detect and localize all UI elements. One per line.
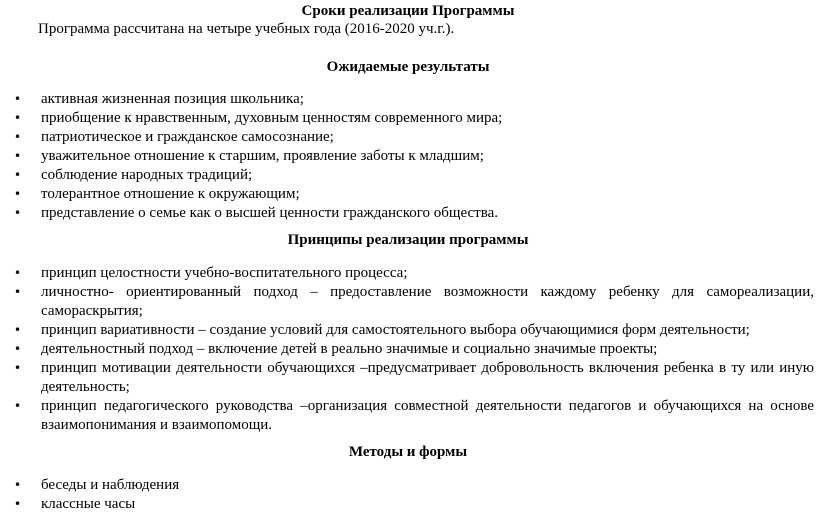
list-item: • принцип мотивации деятельности обучающихся –предусматривает добровольность включения ребенка в ту или иную деятельность; — [0, 359, 816, 397]
section-title-methods: Методы и формы — [348, 444, 468, 460]
list-item: • приобщение к нравственным, духовным ценностям современного мира; — [0, 109, 816, 128]
section-title-terms: Сроки реализации Программы — [301, 3, 515, 19]
list-item: • толерантное отношение к окружающим; — [0, 185, 816, 204]
list-item: • деятельностный подход – включение детей в реально значимые и социально значимые проекты; — [0, 340, 816, 359]
list-item: • соблюдение народных традиций; — [0, 166, 816, 185]
list-item: • принцип педагогического руководства –организация совместной деятельности педагогов и обучающихся на основе взаимопонимания и взаимопомощи. — [0, 397, 816, 435]
list-item: • представление о семье как о высшей ценности гражданского общества. — [0, 204, 816, 223]
list-item: • активная жизненная позиция школьника; — [0, 90, 816, 109]
principles-list — [0, 264, 816, 435]
list-item: • уважительное отношение к старшим, проявление заботы к младшим; — [0, 147, 816, 166]
expected-results-list — [0, 90, 816, 223]
list-item: • принцип целостности учебно-воспитательного процесса; — [0, 264, 816, 283]
section-title-expected-results: Ожидаемые результаты — [326, 59, 490, 75]
list-item: • личностно- ориентированный подход – предоставление возможности каждому ребенку для самореализации, самораскрытия; — [0, 283, 816, 321]
list-item: • классные часы — [0, 495, 816, 514]
intro-paragraph: Программа рассчитана на четыре учебных года (2016-2020 уч.г.). — [38, 21, 455, 37]
list-item: • принцип вариативности – создание условий для самостоятельного выбора обучающимися форм деятельности; — [0, 321, 816, 340]
list-item: • патриотическое и гражданское самосознание; — [0, 128, 816, 147]
section-title-principles: Принципы реализации программы — [287, 232, 529, 248]
methods-list — [0, 476, 816, 514]
list-item: • беседы и наблюдения — [0, 476, 816, 495]
